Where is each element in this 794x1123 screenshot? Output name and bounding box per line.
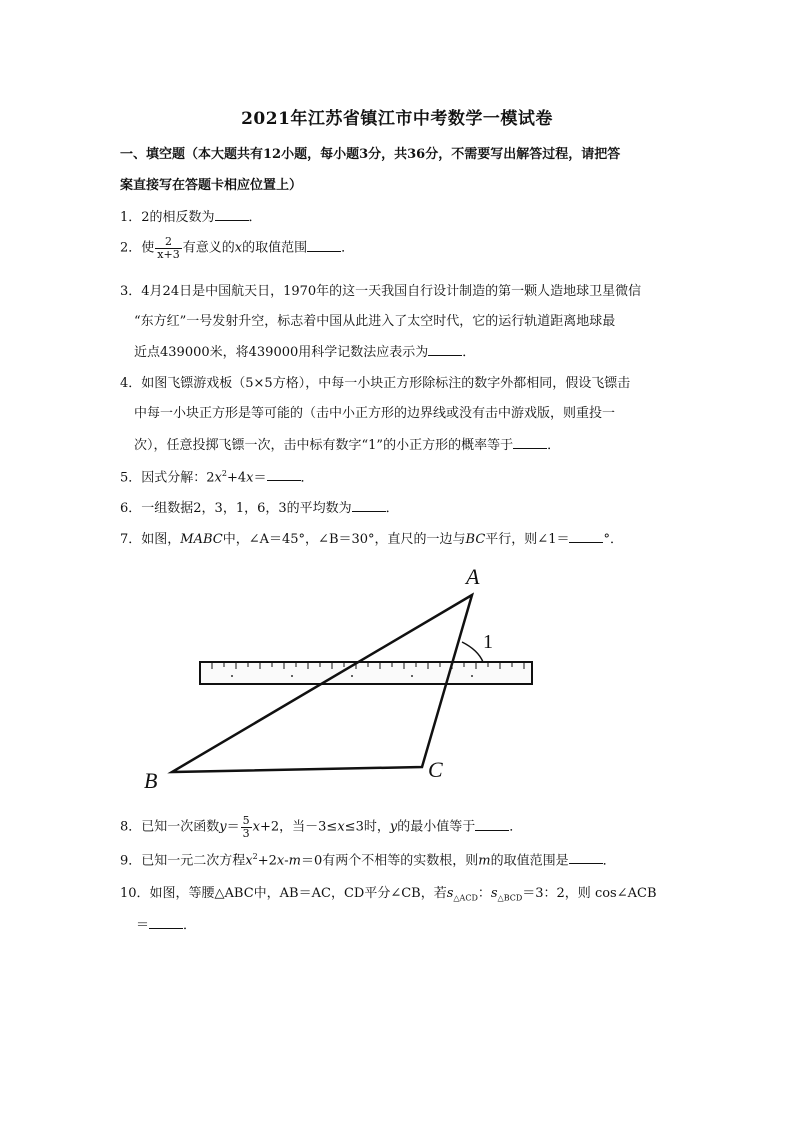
vertex-label-a: A: [466, 564, 480, 589]
fraction: $\frac{2}{x+3}$: [157, 235, 180, 261]
question-3-line3: 近点439000米，将439000用科学记数法应表示为 ．: [134, 345, 476, 360]
question-8: 8．已知一次函数y＝ $\frac{5}{3}$ x+2，当－3≤x≤3时，y的最小值等于 ．: [120, 814, 523, 840]
vertex-label-b: B: [144, 768, 158, 792]
angle-1-arc: [462, 642, 483, 662]
answer-blank: [475, 820, 509, 831]
section-heading-line1: 一、填空题（本大题共有12小题，每小题3分，共36分，不需要写出解答过程，请把答: [120, 147, 621, 162]
question-4-line2: 中每一小块正方形是等可能的（击中小正方形的边界线或没有击中游戏版，则重投一: [134, 406, 616, 421]
answer-blank: [428, 345, 462, 356]
page-title: 2021年江苏省镇江市中考数学一模试卷: [241, 109, 553, 129]
question-10-line1: 10．如图，等腰△ABC中，AB＝AC，CD平分∠CB，若$s_{\triangle ACD}$：$s_{\triangle BCD}=3$：2，则 cos∠ACB: [120, 886, 657, 903]
question-9: 9．已知一元二次方程$x^2+2x-m=0$有两个不相等的实数根，则m的取值范围是 ．: [120, 852, 616, 869]
section-heading-line2: 案直接写在答题卡相应位置上）: [120, 178, 303, 193]
question-7: 7．如图，MABC中，∠A＝45°，∠B＝30°，直尺的一边与BC平行，则∠1＝ °．: [120, 532, 623, 547]
question-2: 2．使 $\frac{2}{x+3}$ 有意义的x的取值范围 ．: [120, 235, 355, 261]
fraction: $\frac{5}{3}$: [242, 814, 250, 840]
question-6: 6．一组数据2，3，1，6，3的平均数为 ．: [120, 501, 399, 516]
question-3-line1: 3．4月24日是中国航天日，1970年的这一天我国自行设计制造的第一颗人造地球卫星微信: [120, 284, 642, 299]
question-1: 1．2的相反数为 ．: [120, 210, 262, 225]
triangle-ruler-figure: [140, 562, 550, 792]
answer-blank: [267, 470, 301, 481]
ruler: [200, 662, 532, 684]
question-3-line2: “东方红”一号发射升空，标志着中国从此进入了太空时代，它的运行轨道距离地球最: [134, 314, 616, 329]
question-10-line2: ＝ ．: [136, 918, 197, 933]
answer-blank: [513, 438, 547, 449]
question-4-line3: 次），任意投掷飞镖一次，击中标有数字“1”的小正方形的概率等于 ．: [134, 438, 561, 453]
question-5: 5．因式分解：$2x^2+4x=$ ．: [120, 469, 314, 486]
answer-blank: [569, 532, 603, 543]
question-4-line1: 4．如图飞镖游戏板（5×5方格），中每一小块正方形除标注的数字外都相同，假设飞镖击: [120, 376, 631, 391]
answer-blank: [307, 241, 341, 252]
answer-blank: [352, 501, 386, 512]
vertex-label-c: C: [428, 757, 443, 782]
angle-label-1: 1: [483, 631, 493, 653]
answer-blank: [569, 853, 603, 864]
answer-blank: [215, 210, 249, 221]
answer-blank: [149, 918, 183, 929]
